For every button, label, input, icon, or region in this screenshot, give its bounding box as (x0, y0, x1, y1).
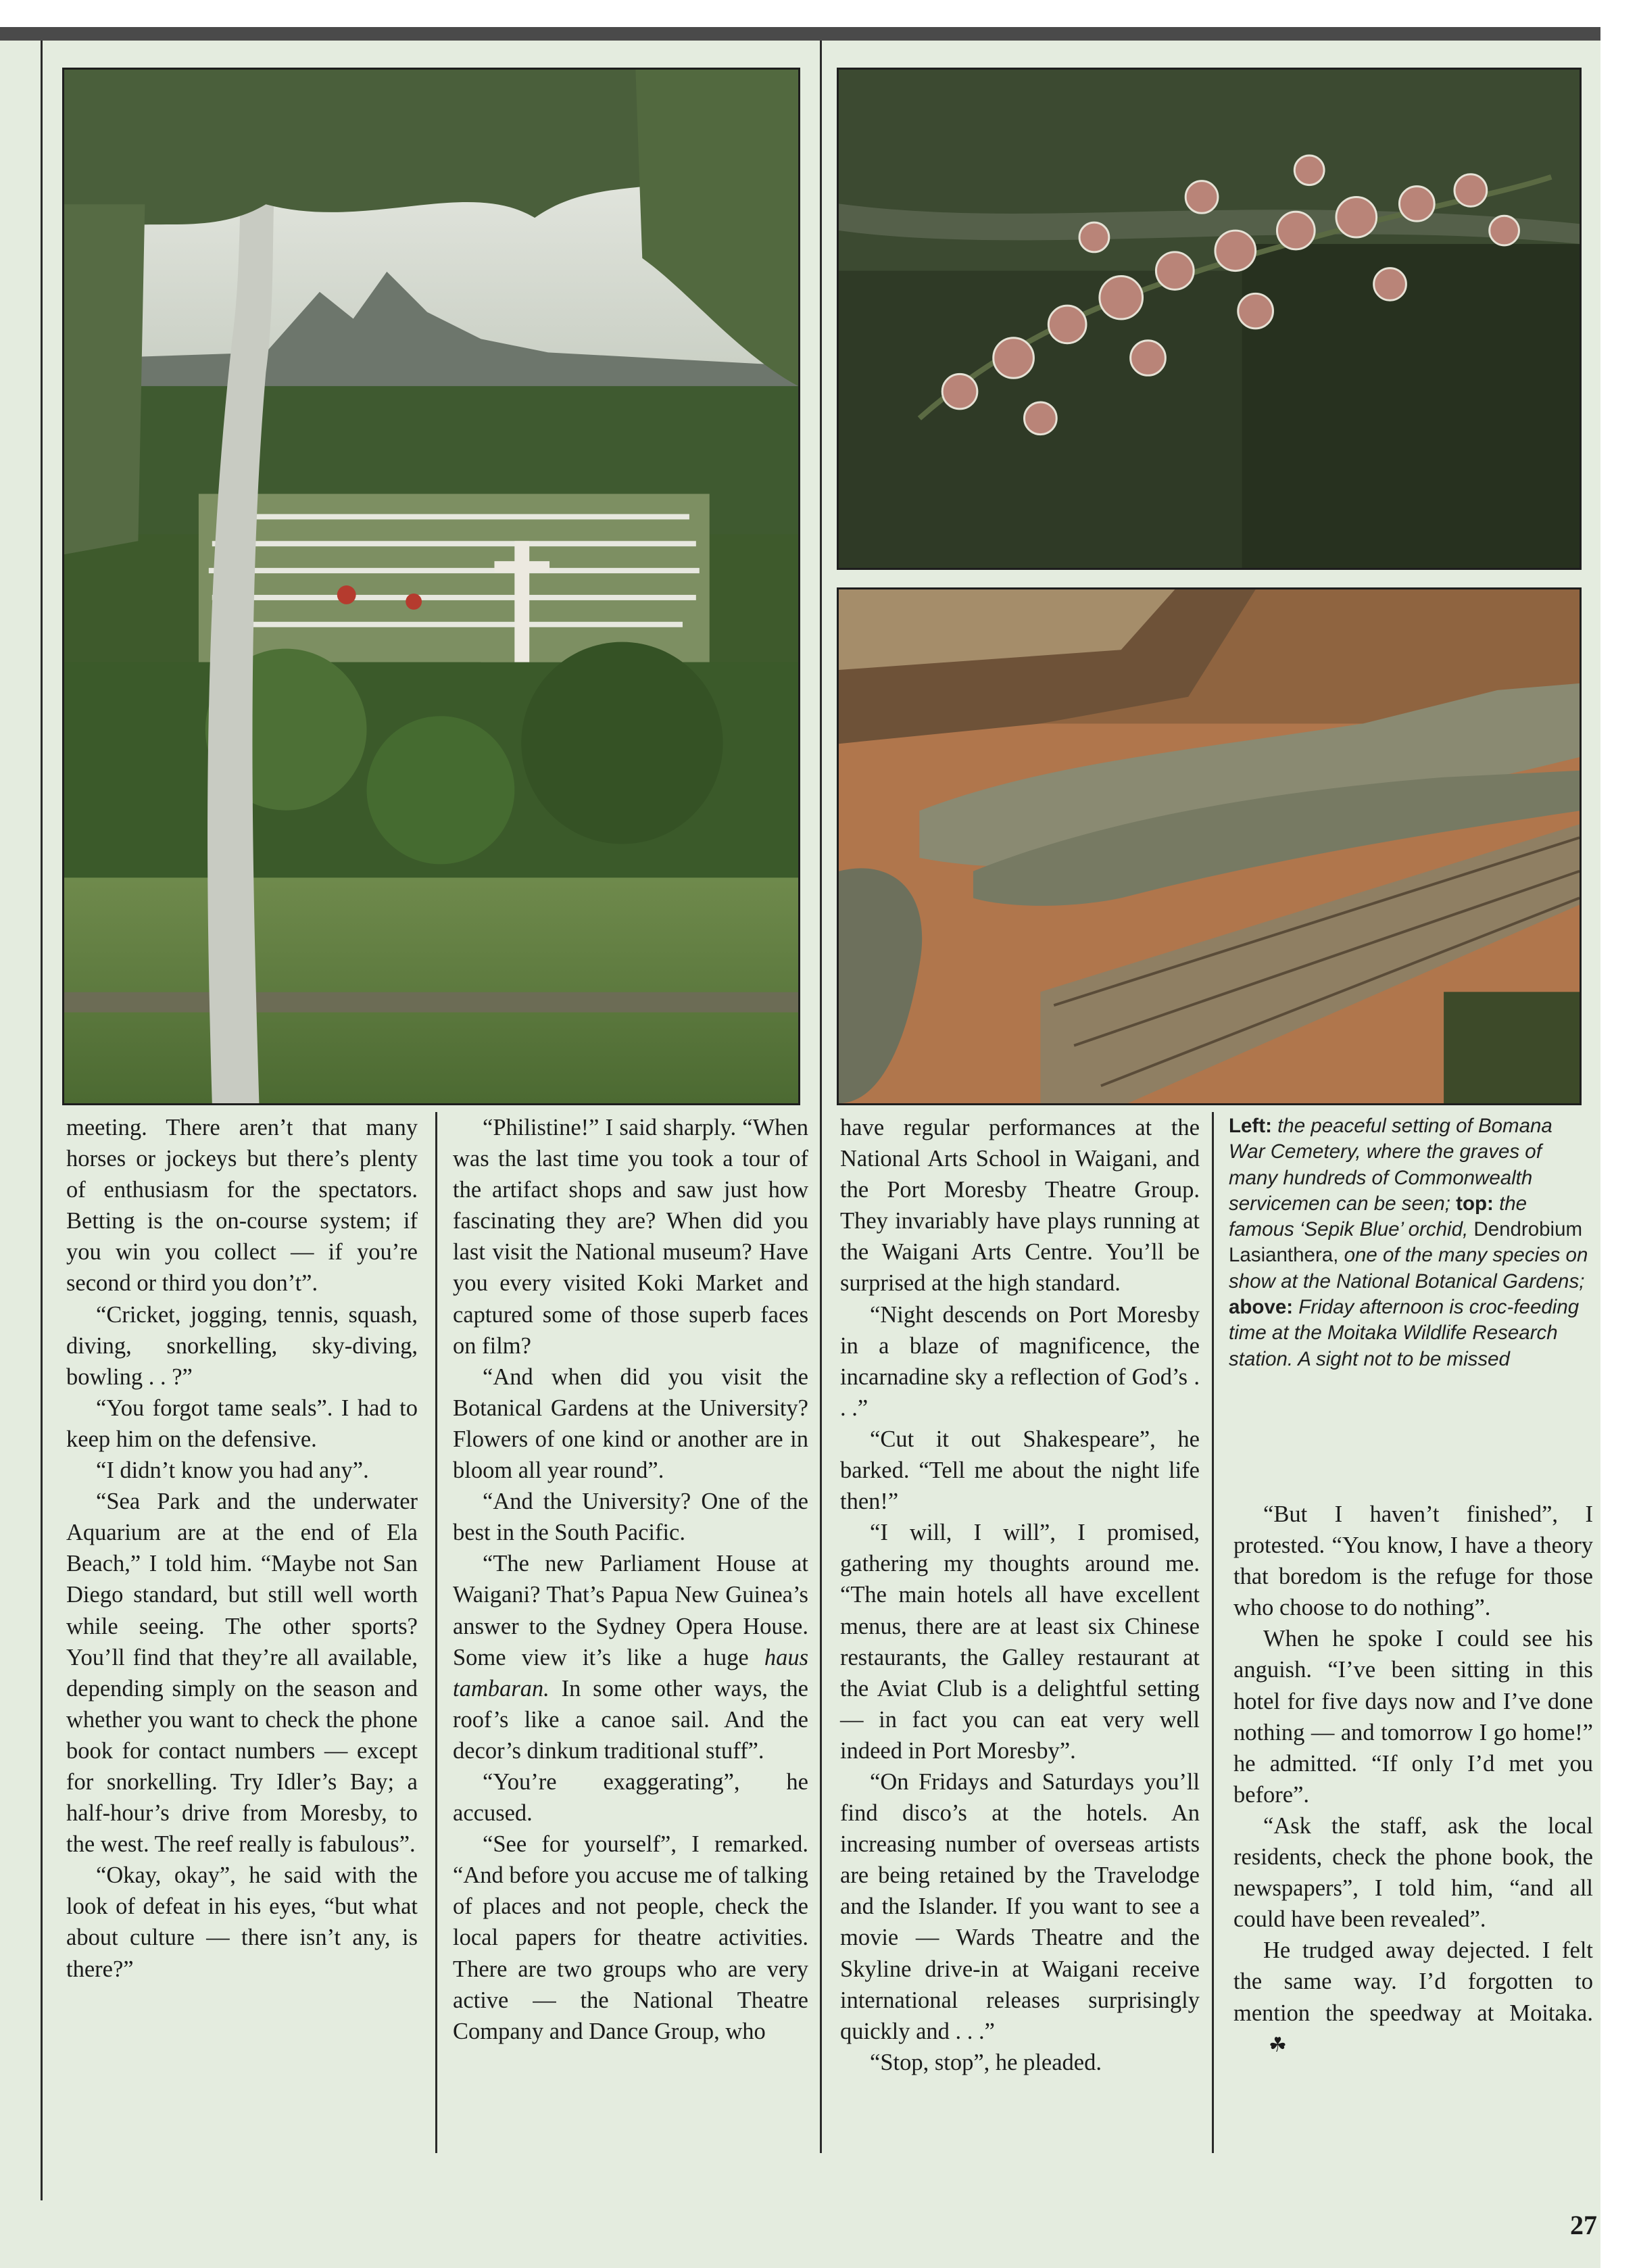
crocodiles-photo (837, 587, 1582, 1105)
column-2-paragraph: “And the University? One of the best in the South Pacific. (453, 1489, 808, 1546)
column-rule-left-edge (41, 41, 43, 2200)
column-1-paragraph: meeting. There aren’t that many horses or jockeys but there’s plenty of enthusiasm for the spectators. Betting is the on-course system; if you win you collect — if you’re second or third you don’t”. (66, 1115, 418, 1297)
caption-species-name: Dendrobium Lasianthera, (1229, 1218, 1583, 1267)
column-1-paragraph: “You forgot tame seals”. I had to keep him on the defensive. (66, 1395, 418, 1452)
paragraph-text: In some other ways, the roof’s like a canoe sail. And the decor’s dinkum traditional stuff”. (453, 1675, 808, 1764)
caption-above-text: Friday afternoon is croc-feeding time at the Moitaka Wildlife Research station. A sight not to be missed (1229, 1296, 1580, 1370)
top-border-bar (0, 27, 1600, 41)
article-column-4 (1233, 1499, 1593, 2061)
end-mark-icon: ☘ (1269, 2033, 1287, 2056)
column-2-paragraph (453, 1548, 808, 1766)
column-4-paragraph: “But I haven’t finished”, I protested. “You know, I have a theory that boredom is the refuge for those who choose to do nothing”. (1233, 1501, 1593, 1621)
column-2-paragraph: “Philistine!” I said sharply. “When was the last time you took a tour of the artifact shops and saw just how fascinating they are? When did you last visit the National museum? Have you every visited Koki Market and captured some of those superb faces on film? (453, 1115, 808, 1359)
column-1-paragraph: “Sea Park and the underwater Aquarium are at the end of Ela Beach,” I told him. “Maybe not San Diego standard, but still well worth while seeing. The other sports? You’ll find that they’re all available, depending simply on the season and whether you want to check the phone book for contact numbers — except for snorkelling. Try Idler’s Bay; a half-hour’s drive from Moresby, to the west. The reef really is fabulous”. (66, 1489, 418, 1858)
column-rule-1 (435, 1112, 437, 2153)
column-3-paragraph: “Night descends on Port Moresby in a blaze of magnificence, the incarnadine sky a reflection of God’s . . .” (840, 1301, 1200, 1421)
column-rule-3 (1212, 1112, 1214, 2153)
caption-top-text: the famous ‘Sepik Blue’ orchid, (1229, 1192, 1527, 1241)
orchid-photo (837, 68, 1582, 570)
photo-caption (1229, 1113, 1594, 1372)
column-3-paragraph: have regular performances at the National Arts School in Waigani, and the Port Moresby Theatre Group. They invariably have plays running at the Waigani Arts Centre. You’ll be surprised at the high standard. (840, 1115, 1200, 1297)
cemetery-photo (62, 68, 800, 1105)
column-1-paragraph: “Okay, okay”, he said with the look of defeat in his eyes, “but what about culture — there isn’t any, is there?” (66, 1862, 418, 1982)
paragraph-text: He trudged away dejected. I felt the same way. I’d forgotten to mention the speedway at Moitaka. (1233, 1937, 1593, 2026)
caption-left-text: the peaceful setting of Bomana War Cemetery, where the graves of many hundreds of Commonwealth servicemen can be seen; (1229, 1115, 1552, 1215)
column-3-paragraph: “On Fridays and Saturdays you’ll find disco’s at the hotels. An increasing number of overseas artists are being retained by the Travelodge and the Islander. If you want to see a movie — Wards Theatre and the Skyline drive-in at Waigani receive international releases surprisingly quickly and . . .” (840, 1768, 1200, 2044)
italic-term: haus tambaran. (453, 1644, 808, 1702)
column-4-paragraph: “Ask the staff, ask the local residents, check the phone book, the newspapers”, I told him, “and all could have been revealed”. (1233, 1812, 1593, 1933)
caption-top-label: top: (1456, 1192, 1494, 1215)
article-column-1 (66, 1112, 418, 1985)
column-4-paragraph: When he spoke I could see his anguish. “I’ve been sitting in this hotel for five days now and I’ve done nothing — and tomorrow I go home!” he admitted. “If only I’d met you before”. (1233, 1626, 1593, 1808)
column-2-paragraph: “And when did you visit the Botanical Gardens at the University? Flowers of one kind or another are in bloom all year round”. (453, 1364, 808, 1484)
page-number: 27 (1570, 2210, 1597, 2240)
column-2-paragraph: “See for yourself”, I remarked. “And before you accuse me of talking of places and not people, check the local papers for theatre activities. There are two groups who are very active — the National Theatre Company and Dance Group, who (453, 1831, 808, 2044)
column-2-paragraph: “You’re exaggerating”, he accused. (453, 1768, 808, 1827)
paragraph-text: “The new Parliament House at Waigani? That’s Papua New Guinea’s answer to the Sydney Opera House. Some view it’s like a huge (453, 1551, 808, 1670)
column-3-paragraph: “I will, I will”, I promised, gathering my thoughts around me. “The main hotels all have excellent menus, there are at least six Chinese restaurants, the Galley restaurant at the Aviat Club is a delightful setting — in fact you can eat very well indeed in Port Moresby”. (840, 1520, 1200, 1764)
article-column-3 (840, 1112, 1200, 2078)
column-3-paragraph: “Cut it out Shakespeare”, he barked. “Tell me about the night life then!” (840, 1426, 1200, 1515)
caption-above-label: above: (1229, 1296, 1294, 1319)
column-1-paragraph: “I didn’t know you had any”. (96, 1457, 369, 1484)
column-4-paragraph (1233, 1935, 1593, 2060)
article-column-2 (453, 1112, 808, 2047)
caption-left-label: Left: (1229, 1115, 1272, 1137)
column-1-paragraph: “Cricket, jogging, tennis, squash, diving, snorkelling, sky-diving, bowling . . ?” (66, 1301, 418, 1390)
column-3-paragraph: “Stop, stop”, he pleaded. (870, 2049, 1102, 2075)
caption-top-text: one of the many species on show at the National Botanical Gardens; (1229, 1244, 1588, 1293)
column-rule-2 (820, 41, 822, 2153)
